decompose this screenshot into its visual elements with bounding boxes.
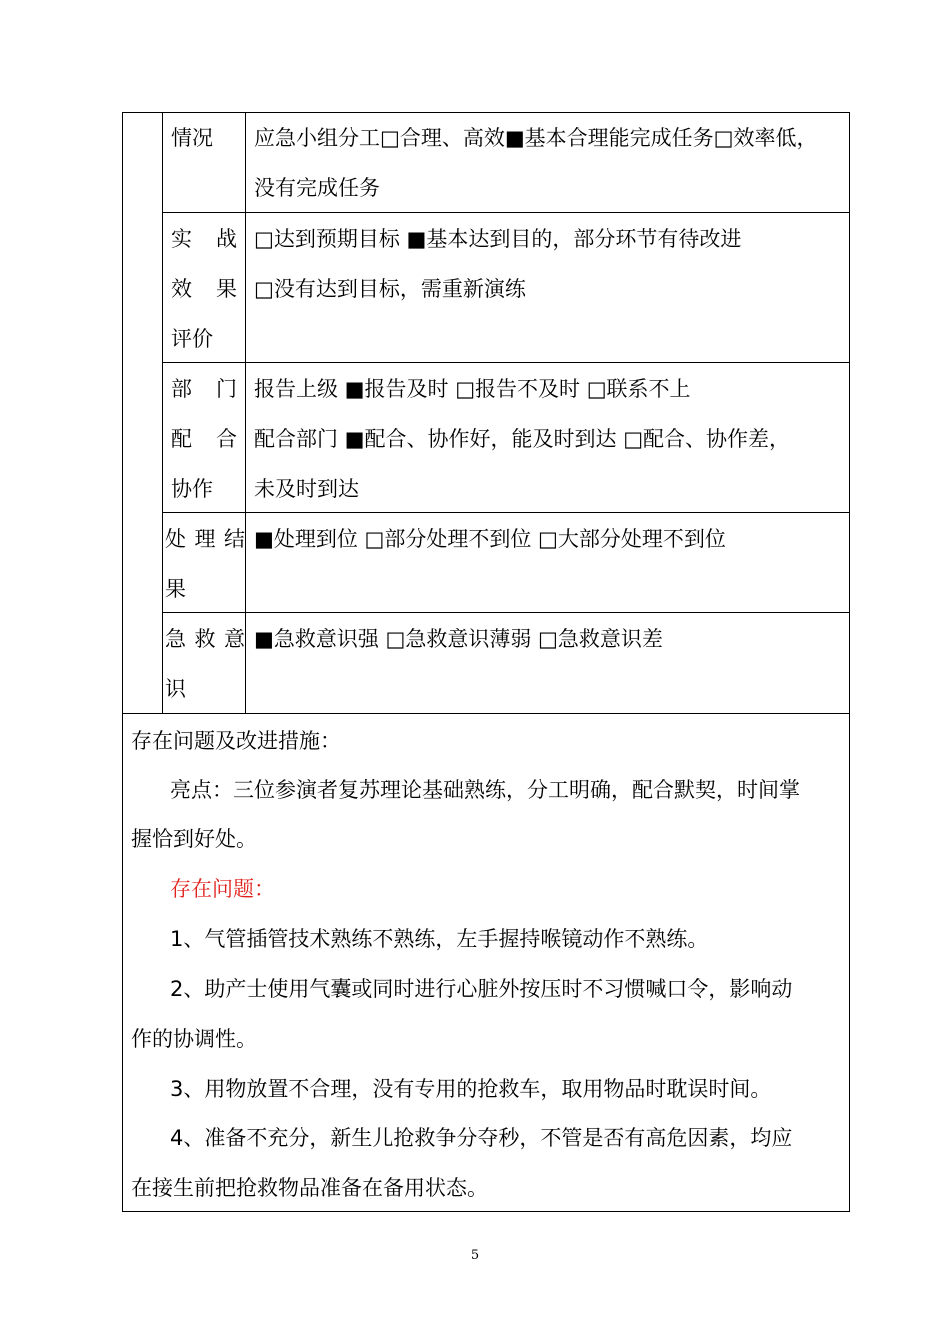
row-label-situation: 情况 (171, 126, 213, 150)
problem-item-4-line1: 4、准备不充分，新生儿抢救争分夺秒，不管是否有高危因素，均应 (170, 1126, 793, 1150)
row-content-result: ■处理到位 □部分处理不到位 □大部分处理不到位 (254, 527, 726, 551)
row-content-situation-line2: 没有完成任务 (254, 176, 380, 200)
problem-item-2-line2: 作的协调性。 (131, 1027, 257, 1051)
problems-title: 存在问题： (170, 877, 275, 901)
row-label-coop-line3: 协作 (171, 477, 213, 501)
table-col-divider-1 (162, 112, 163, 713)
issues-heading: 存在问题及改进措施： (131, 729, 341, 753)
row-divider-4 (162, 612, 850, 613)
highlight-line1: 亮点：三位参演者复苏理论基础熟练，分工明确，配合默契，时间掌 (170, 778, 800, 802)
row-label-coop-line1 (171, 377, 237, 401)
row-content-situation-line1: 应急小组分工□合理、高效■基本合理能完成任务□效率低， (254, 126, 818, 150)
row-label-result-line1-text: 处 理 结 (165, 527, 245, 551)
row-divider-3 (162, 512, 850, 513)
row-divider-2 (162, 362, 850, 363)
row-label-awareness-line1-text: 急 救 意 (165, 627, 245, 651)
problem-item-4-line2: 在接生前把抢救物品准备在备用状态。 (131, 1176, 488, 1200)
row-label-effect-line3: 评价 (171, 327, 213, 351)
row-content-coop-line2: 配合部门 ■配合、协作好，能及时到达 □配合、协作差， (254, 427, 791, 451)
highlight-line2: 握恰到好处。 (131, 827, 257, 851)
row-label-awareness-line2: 识 (165, 677, 186, 701)
problem-item-1: 1、气管插管技术熟练不熟练，左手握持喉镜动作不熟练。 (170, 927, 709, 951)
row-content-awareness: ■急救意识强 □急救意识薄弱 □急救意识差 (254, 627, 663, 651)
row-label-effect-line1-text: 实 战 (171, 227, 237, 251)
row-label-effect-line2 (171, 277, 237, 301)
section-divider (122, 713, 850, 714)
page-number: 5 (470, 1248, 480, 1263)
row-label-coop-line2 (171, 427, 237, 451)
row-content-coop-line3: 未及时到达 (254, 477, 359, 501)
row-content-effect-line1: □达到预期目标 ■基本达到目的，部分环节有待改进 (254, 227, 742, 251)
row-label-coop-line2-text: 配 合 (171, 427, 237, 451)
row-label-effect-line1 (171, 227, 237, 251)
row-label-result-line1 (165, 527, 245, 551)
problem-item-2-line1: 2、助产士使用气囊或同时进行心脏外按压时不习惯喊口令，影响动 (170, 977, 793, 1001)
row-label-coop-line1-text: 部 门 (171, 377, 237, 401)
row-divider-1 (162, 212, 850, 213)
row-label-awareness-line1 (165, 627, 245, 651)
table-col-divider-2 (245, 112, 246, 713)
row-label-result-line2: 果 (165, 577, 186, 601)
problem-item-3: 3、用物放置不合理，没有专用的抢救车，取用物品时耽误时间。 (170, 1077, 772, 1101)
row-content-effect-line2: □没有达到目标，需重新演练 (254, 277, 526, 301)
row-label-effect-line2-text: 效 果 (171, 277, 237, 301)
row-content-coop-line1: 报告上级 ■报告及时 □报告不及时 □联系不上 (254, 377, 691, 401)
